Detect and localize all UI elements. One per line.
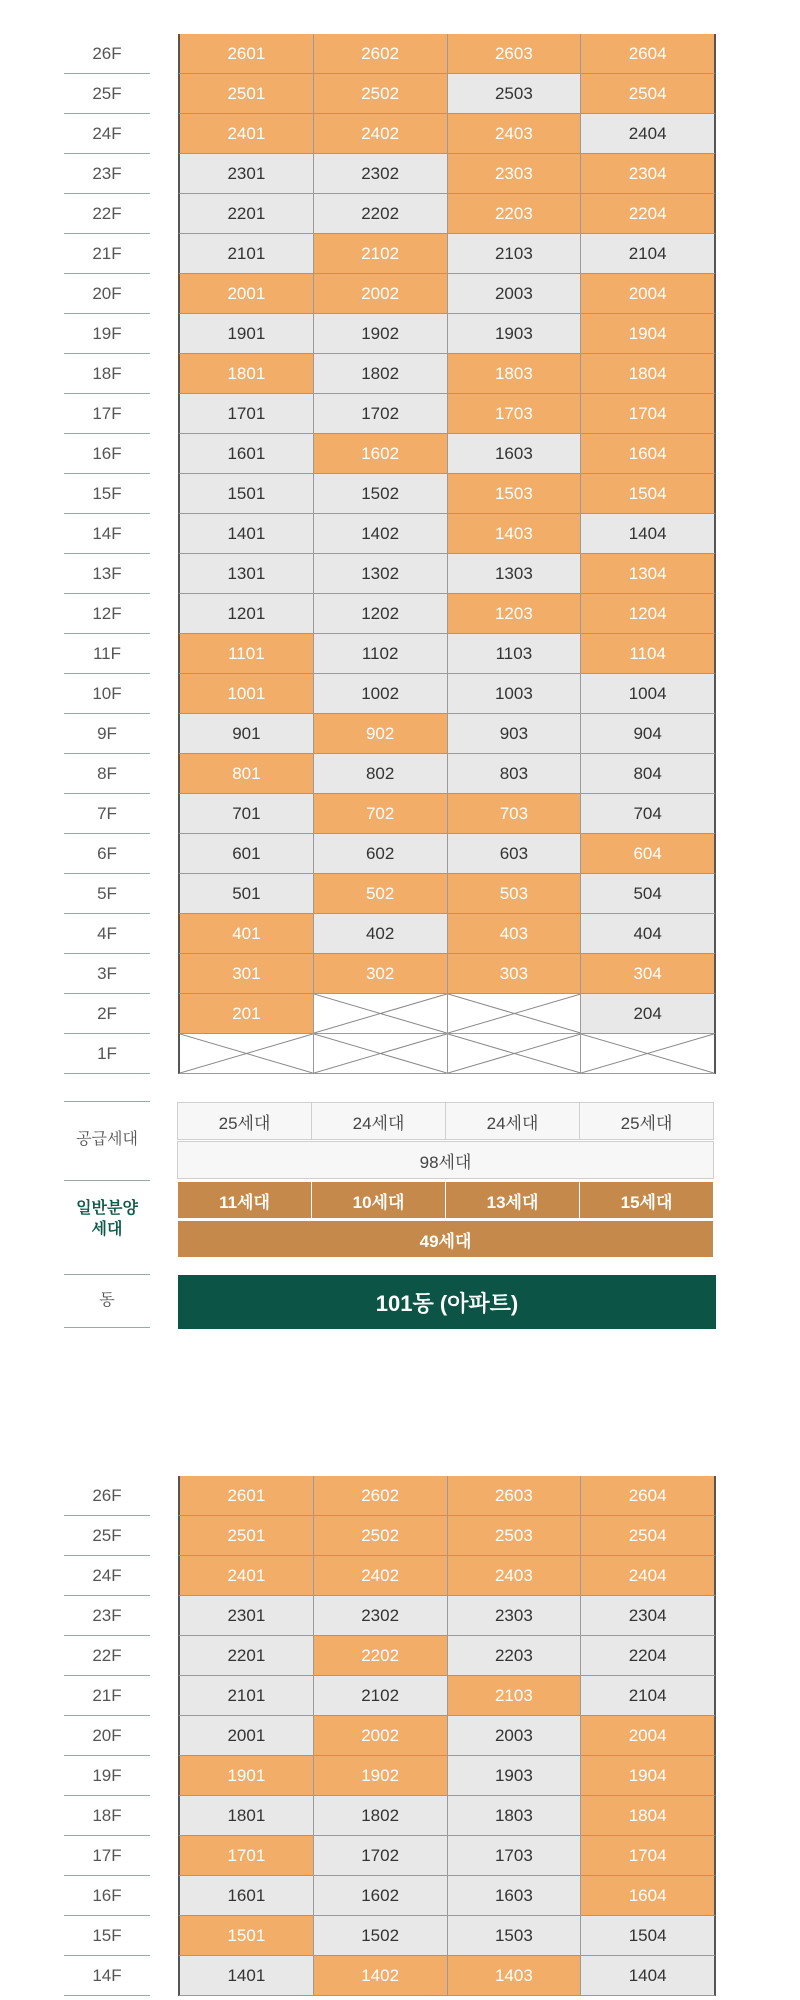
no-unit-cell (314, 1034, 448, 1074)
unit-cell-1701[interactable]: 1701 (178, 394, 314, 434)
unit-cell-2304[interactable]: 2304 (581, 154, 716, 194)
unit-cell-403[interactable]: 403 (448, 914, 582, 954)
unit-cell-2003[interactable]: 2003 (448, 274, 582, 314)
unit-cell-1804[interactable]: 1804 (581, 354, 716, 394)
unit-cell-2302[interactable]: 2302 (314, 154, 448, 194)
unit-cell-2201[interactable]: 2201 (178, 194, 314, 234)
b101-floor-label: 2F (64, 994, 150, 1034)
b101-floor-label: 12F (64, 594, 150, 634)
unit-cell-1701[interactable]: 1701 (178, 1836, 314, 1876)
b101-floor-row (178, 34, 716, 74)
unit-cell-1404[interactable]: 1404 (581, 1956, 716, 1996)
no-unit-cell (448, 994, 582, 1034)
unit-cell-1903[interactable]: 1903 (448, 314, 582, 354)
b102-floor-row (178, 1516, 716, 1556)
unit-cell-2501[interactable]: 2501 (178, 1516, 314, 1556)
general-sale-label: 일반분양 세대 (64, 1180, 150, 1258)
general-total-row (178, 1220, 714, 1258)
unit-cell-2401[interactable]: 2401 (178, 114, 314, 154)
b101-floor-row (178, 114, 716, 154)
unit-cell-501[interactable]: 501 (178, 874, 314, 914)
unit-cell-2001[interactable]: 2001 (178, 274, 314, 314)
supply-total: 98세대 (177, 1141, 714, 1179)
no-unit-cell (314, 994, 448, 1034)
unit-cell-1904[interactable]: 1904 (581, 314, 716, 354)
unit-cell-1502[interactable]: 1502 (314, 474, 448, 514)
dong-label: 동 (64, 1274, 150, 1328)
unit-cell-1901[interactable]: 1901 (178, 1756, 314, 1796)
b102-floor-row (178, 1756, 716, 1796)
unit-cell-2602[interactable]: 2602 (314, 34, 448, 74)
unit-cell-2604[interactable]: 2604 (581, 34, 716, 74)
b101-floor-row (178, 954, 716, 994)
b102-floor-row (178, 1836, 716, 1876)
unit-cell-2301[interactable]: 2301 (178, 1596, 314, 1636)
b102-floor-label: 18F (64, 1796, 150, 1836)
unit-cell-1403[interactable]: 1403 (448, 1956, 582, 1996)
unit-cell-601[interactable]: 601 (178, 834, 314, 874)
unit-cell-2503[interactable]: 2503 (448, 1516, 582, 1556)
b101-floor-label: 8F (64, 754, 150, 794)
unit-cell-301[interactable]: 301 (178, 954, 314, 994)
unit-cell-902[interactable]: 902 (314, 714, 448, 754)
unit-cell-2103[interactable]: 2103 (448, 1676, 582, 1716)
unit-cell-701[interactable]: 701 (178, 794, 314, 834)
unit-cell-2303[interactable]: 2303 (448, 1596, 582, 1636)
b101-floor-label: 25F (64, 74, 150, 114)
b101-floor-row (178, 234, 716, 274)
general-total: 49세대 (177, 1220, 714, 1258)
unit-cell-1802[interactable]: 1802 (314, 1796, 448, 1836)
unit-cell-2004[interactable]: 2004 (581, 1716, 716, 1756)
b101-floor-label: 5F (64, 874, 150, 914)
unit-cell-304[interactable]: 304 (581, 954, 716, 994)
unit-cell-1402[interactable]: 1402 (314, 514, 448, 554)
unit-cell-804[interactable]: 804 (581, 754, 716, 794)
b101-floor-label: 14F (64, 514, 150, 554)
unit-cell-2302[interactable]: 2302 (314, 1596, 448, 1636)
unit-cell-1902[interactable]: 1902 (314, 1756, 448, 1796)
unit-cell-1902[interactable]: 1902 (314, 314, 448, 354)
unit-cell-1803[interactable]: 1803 (448, 1796, 582, 1836)
b101-floor-label: 9F (64, 714, 150, 754)
unit-cell-1203[interactable]: 1203 (448, 594, 582, 634)
unit-cell-2601[interactable]: 2601 (178, 1476, 314, 1516)
unit-cell-1403[interactable]: 1403 (448, 514, 582, 554)
dong-name-bar: 101동 (아파트) (178, 1275, 716, 1329)
b101-floor-label: 15F (64, 474, 150, 514)
unit-cell-2204[interactable]: 2204 (581, 194, 716, 234)
unit-cell-1604[interactable]: 1604 (581, 1876, 716, 1916)
unit-cell-2501[interactable]: 2501 (178, 74, 314, 114)
b102-floor-row (178, 1636, 716, 1676)
b102-floor-label: 23F (64, 1596, 150, 1636)
b102-floor-label: 21F (64, 1676, 150, 1716)
unit-cell-2603[interactable]: 2603 (448, 34, 582, 74)
b101-floor-row (178, 394, 716, 434)
unit-cell-1602[interactable]: 1602 (314, 1876, 448, 1916)
unit-cell-603[interactable]: 603 (448, 834, 582, 874)
b101-floor-label: 17F (64, 394, 150, 434)
unit-cell-2001[interactable]: 2001 (178, 1716, 314, 1756)
unit-cell-903[interactable]: 903 (448, 714, 582, 754)
unit-cell-1704[interactable]: 1704 (581, 394, 716, 434)
unit-cell-1102[interactable]: 1102 (314, 634, 448, 674)
b101-floor-label: 13F (64, 554, 150, 594)
b102-floor-row (178, 1916, 716, 1956)
unit-cell-904[interactable]: 904 (581, 714, 716, 754)
unit-cell-802[interactable]: 802 (314, 754, 448, 794)
unit-cell-1703[interactable]: 1703 (448, 1836, 582, 1876)
supply-line-2: 24세대 (311, 1102, 446, 1140)
no-unit-cell (178, 1034, 314, 1074)
unit-cell-1604[interactable]: 1604 (581, 434, 716, 474)
unit-cell-2003[interactable]: 2003 (448, 1716, 582, 1756)
unit-cell-1504[interactable]: 1504 (581, 474, 716, 514)
unit-cell-303[interactable]: 303 (448, 954, 582, 994)
unit-cell-1603[interactable]: 1603 (448, 1876, 582, 1916)
b101-floor-row (178, 674, 716, 714)
unit-cell-2602[interactable]: 2602 (314, 1476, 448, 1516)
b102-floor-label: 17F (64, 1836, 150, 1876)
unit-cell-704[interactable]: 704 (581, 794, 716, 834)
general-line-4: 15세대 (579, 1181, 714, 1219)
b101-floor-label: 21F (64, 234, 150, 274)
unit-cell-2002[interactable]: 2002 (314, 1716, 448, 1756)
b101-floor-label: 7F (64, 794, 150, 834)
unit-cell-703[interactable]: 703 (448, 794, 582, 834)
unit-cell-1601[interactable]: 1601 (178, 434, 314, 474)
unit-cell-1003[interactable]: 1003 (448, 674, 582, 714)
unit-cell-402[interactable]: 402 (314, 914, 448, 954)
unit-cell-1704[interactable]: 1704 (581, 1836, 716, 1876)
b101-floor-row (178, 914, 716, 954)
unit-cell-204[interactable]: 204 (581, 994, 716, 1034)
unit-cell-1302[interactable]: 1302 (314, 554, 448, 594)
unit-cell-2604[interactable]: 2604 (581, 1476, 716, 1516)
unit-cell-2202[interactable]: 2202 (314, 1636, 448, 1676)
unit-cell-2004[interactable]: 2004 (581, 274, 716, 314)
b101-floor-row (178, 834, 716, 874)
unit-cell-1804[interactable]: 1804 (581, 1796, 716, 1836)
b101-floor-label: 1F (64, 1034, 150, 1074)
b102-floor-label: 19F (64, 1756, 150, 1796)
b102-floor-row (178, 1676, 716, 1716)
general-line-1: 11세대 (177, 1181, 312, 1219)
b102-floor-label: 20F (64, 1716, 150, 1756)
unit-cell-2304[interactable]: 2304 (581, 1596, 716, 1636)
b101-floor-label: 26F (64, 34, 150, 74)
b102-floor-label: 26F (64, 1476, 150, 1516)
b101-floor-row (178, 354, 716, 394)
b101-floor-row (178, 794, 716, 834)
no-unit-cell (448, 1034, 582, 1074)
supply-units-label: 공급세대 (64, 1101, 150, 1179)
unit-cell-2303[interactable]: 2303 (448, 154, 582, 194)
b101-floor-label: 3F (64, 954, 150, 994)
unit-cell-1502[interactable]: 1502 (314, 1916, 448, 1956)
general-per-line-row (178, 1181, 714, 1219)
unit-cell-1204[interactable]: 1204 (581, 594, 716, 634)
general-line-3: 13세대 (445, 1181, 580, 1219)
b102-floor-label: 25F (64, 1516, 150, 1556)
unit-cell-1602[interactable]: 1602 (314, 434, 448, 474)
b101-floor-label: 22F (64, 194, 150, 234)
unit-cell-1401[interactable]: 1401 (178, 514, 314, 554)
unit-cell-2203[interactable]: 2203 (448, 194, 582, 234)
general-line-2: 10세대 (311, 1181, 446, 1219)
b102-floor-row (178, 1956, 716, 1996)
unit-cell-2201[interactable]: 2201 (178, 1636, 314, 1676)
unit-cell-1503[interactable]: 1503 (448, 1916, 582, 1956)
b101-floor-row (178, 754, 716, 794)
unit-cell-2102[interactable]: 2102 (314, 234, 448, 274)
unit-cell-702[interactable]: 702 (314, 794, 448, 834)
unit-cell-1001[interactable]: 1001 (178, 674, 314, 714)
b101-floor-row (178, 314, 716, 354)
unit-cell-1702[interactable]: 1702 (314, 394, 448, 434)
unit-cell-2103[interactable]: 2103 (448, 234, 582, 274)
unit-cell-1103[interactable]: 1103 (448, 634, 582, 674)
unit-cell-2503[interactable]: 2503 (448, 74, 582, 114)
no-unit-cell (581, 1034, 716, 1074)
unit-cell-1501[interactable]: 1501 (178, 1916, 314, 1956)
unit-cell-2403[interactable]: 2403 (448, 1556, 582, 1596)
b102-floor-row (178, 1876, 716, 1916)
unit-cell-2403[interactable]: 2403 (448, 114, 582, 154)
unit-cell-1402[interactable]: 1402 (314, 1956, 448, 1996)
b101-floor-label: 16F (64, 434, 150, 474)
unit-cell-2202[interactable]: 2202 (314, 194, 448, 234)
unit-cell-2301[interactable]: 2301 (178, 154, 314, 194)
unit-cell-2603[interactable]: 2603 (448, 1476, 582, 1516)
unit-cell-901[interactable]: 901 (178, 714, 314, 754)
supply-per-line-row (178, 1102, 714, 1140)
b101-floor-row (178, 1034, 716, 1074)
unit-cell-1601[interactable]: 1601 (178, 1876, 314, 1916)
unit-cell-1404[interactable]: 1404 (581, 514, 716, 554)
b101-floor-row (178, 74, 716, 114)
unit-cell-2101[interactable]: 2101 (178, 1676, 314, 1716)
b101-floor-label: 11F (64, 634, 150, 674)
b101-floor-row (178, 634, 716, 674)
unit-cell-302[interactable]: 302 (314, 954, 448, 994)
unit-cell-1101[interactable]: 1101 (178, 634, 314, 674)
supply-line-3: 24세대 (445, 1102, 580, 1140)
unit-cell-2502[interactable]: 2502 (314, 1516, 448, 1556)
unit-cell-604[interactable]: 604 (581, 834, 716, 874)
unit-cell-503[interactable]: 503 (448, 874, 582, 914)
b102-floor-row (178, 1476, 716, 1516)
unit-cell-2104[interactable]: 2104 (581, 1676, 716, 1716)
unit-cell-801[interactable]: 801 (178, 754, 314, 794)
b101-floor-row (178, 154, 716, 194)
b101-floor-label: 20F (64, 274, 150, 314)
unit-cell-602[interactable]: 602 (314, 834, 448, 874)
unit-cell-1201[interactable]: 1201 (178, 594, 314, 634)
unit-cell-1802[interactable]: 1802 (314, 354, 448, 394)
unit-cell-2402[interactable]: 2402 (314, 1556, 448, 1596)
unit-cell-504[interactable]: 504 (581, 874, 716, 914)
b102-floor-label: 22F (64, 1636, 150, 1676)
b101-floor-row (178, 554, 716, 594)
unit-cell-2601[interactable]: 2601 (178, 34, 314, 74)
unit-cell-2504[interactable]: 2504 (581, 74, 716, 114)
unit-cell-1603[interactable]: 1603 (448, 434, 582, 474)
unit-cell-502[interactable]: 502 (314, 874, 448, 914)
b101-floor-label: 19F (64, 314, 150, 354)
unit-cell-2504[interactable]: 2504 (581, 1516, 716, 1556)
unit-cell-2203[interactable]: 2203 (448, 1636, 582, 1676)
b101-floor-label: 18F (64, 354, 150, 394)
supply-line-4: 25세대 (579, 1102, 714, 1140)
b101-floor-label: 23F (64, 154, 150, 194)
unit-cell-2101[interactable]: 2101 (178, 234, 314, 274)
supply-total-row (178, 1141, 714, 1179)
unit-cell-1803[interactable]: 1803 (448, 354, 582, 394)
unit-cell-1903[interactable]: 1903 (448, 1756, 582, 1796)
unit-cell-1901[interactable]: 1901 (178, 314, 314, 354)
b101-floor-label: 4F (64, 914, 150, 954)
unit-cell-404[interactable]: 404 (581, 914, 716, 954)
b101-floor-row (178, 434, 716, 474)
b102-floor-row (178, 1596, 716, 1636)
b101-floor-row (178, 994, 716, 1034)
b102-floor-label: 24F (64, 1556, 150, 1596)
unit-cell-1301[interactable]: 1301 (178, 554, 314, 594)
unit-cell-1904[interactable]: 1904 (581, 1756, 716, 1796)
b102-floor-row (178, 1716, 716, 1756)
unit-cell-1303[interactable]: 1303 (448, 554, 582, 594)
unit-cell-1801[interactable]: 1801 (178, 354, 314, 394)
supply-line-1: 25세대 (177, 1102, 312, 1140)
b101-floor-row (178, 514, 716, 554)
b101-floor-row (178, 714, 716, 754)
unit-cell-401[interactable]: 401 (178, 914, 314, 954)
unit-cell-2404[interactable]: 2404 (581, 1556, 716, 1596)
unit-cell-1202[interactable]: 1202 (314, 594, 448, 634)
b101-floor-row (178, 474, 716, 514)
b101-floor-row (178, 874, 716, 914)
unit-cell-1501[interactable]: 1501 (178, 474, 314, 514)
unit-cell-1801[interactable]: 1801 (178, 1796, 314, 1836)
b101-floor-row (178, 194, 716, 234)
b102-floor-label: 14F (64, 1956, 150, 1996)
unit-cell-2002[interactable]: 2002 (314, 274, 448, 314)
unit-cell-2401[interactable]: 2401 (178, 1556, 314, 1596)
b101-floor-row (178, 594, 716, 634)
b101-floor-label: 24F (64, 114, 150, 154)
unit-cell-1401[interactable]: 1401 (178, 1956, 314, 1996)
b102-floor-row (178, 1796, 716, 1836)
b101-floor-label: 6F (64, 834, 150, 874)
unit-cell-803[interactable]: 803 (448, 754, 582, 794)
unit-cell-2204[interactable]: 2204 (581, 1636, 716, 1676)
unit-cell-1504[interactable]: 1504 (581, 1916, 716, 1956)
unit-cell-1304[interactable]: 1304 (581, 554, 716, 594)
b102-floor-label: 15F (64, 1916, 150, 1956)
b102-floor-row (178, 1556, 716, 1596)
unit-cell-1002[interactable]: 1002 (314, 674, 448, 714)
unit-cell-2404[interactable]: 2404 (581, 114, 716, 154)
unit-cell-1004[interactable]: 1004 (581, 674, 716, 714)
unit-cell-1703[interactable]: 1703 (448, 394, 582, 434)
unit-cell-2102[interactable]: 2102 (314, 1676, 448, 1716)
b101-floor-row (178, 274, 716, 314)
unit-cell-2104[interactable]: 2104 (581, 234, 716, 274)
unit-cell-201[interactable]: 201 (178, 994, 314, 1034)
b102-floor-label: 16F (64, 1876, 150, 1916)
unit-cell-1503[interactable]: 1503 (448, 474, 582, 514)
unit-cell-1104[interactable]: 1104 (581, 634, 716, 674)
unit-cell-2402[interactable]: 2402 (314, 114, 448, 154)
b101-floor-label: 10F (64, 674, 150, 714)
unit-cell-2502[interactable]: 2502 (314, 74, 448, 114)
unit-cell-1702[interactable]: 1702 (314, 1836, 448, 1876)
